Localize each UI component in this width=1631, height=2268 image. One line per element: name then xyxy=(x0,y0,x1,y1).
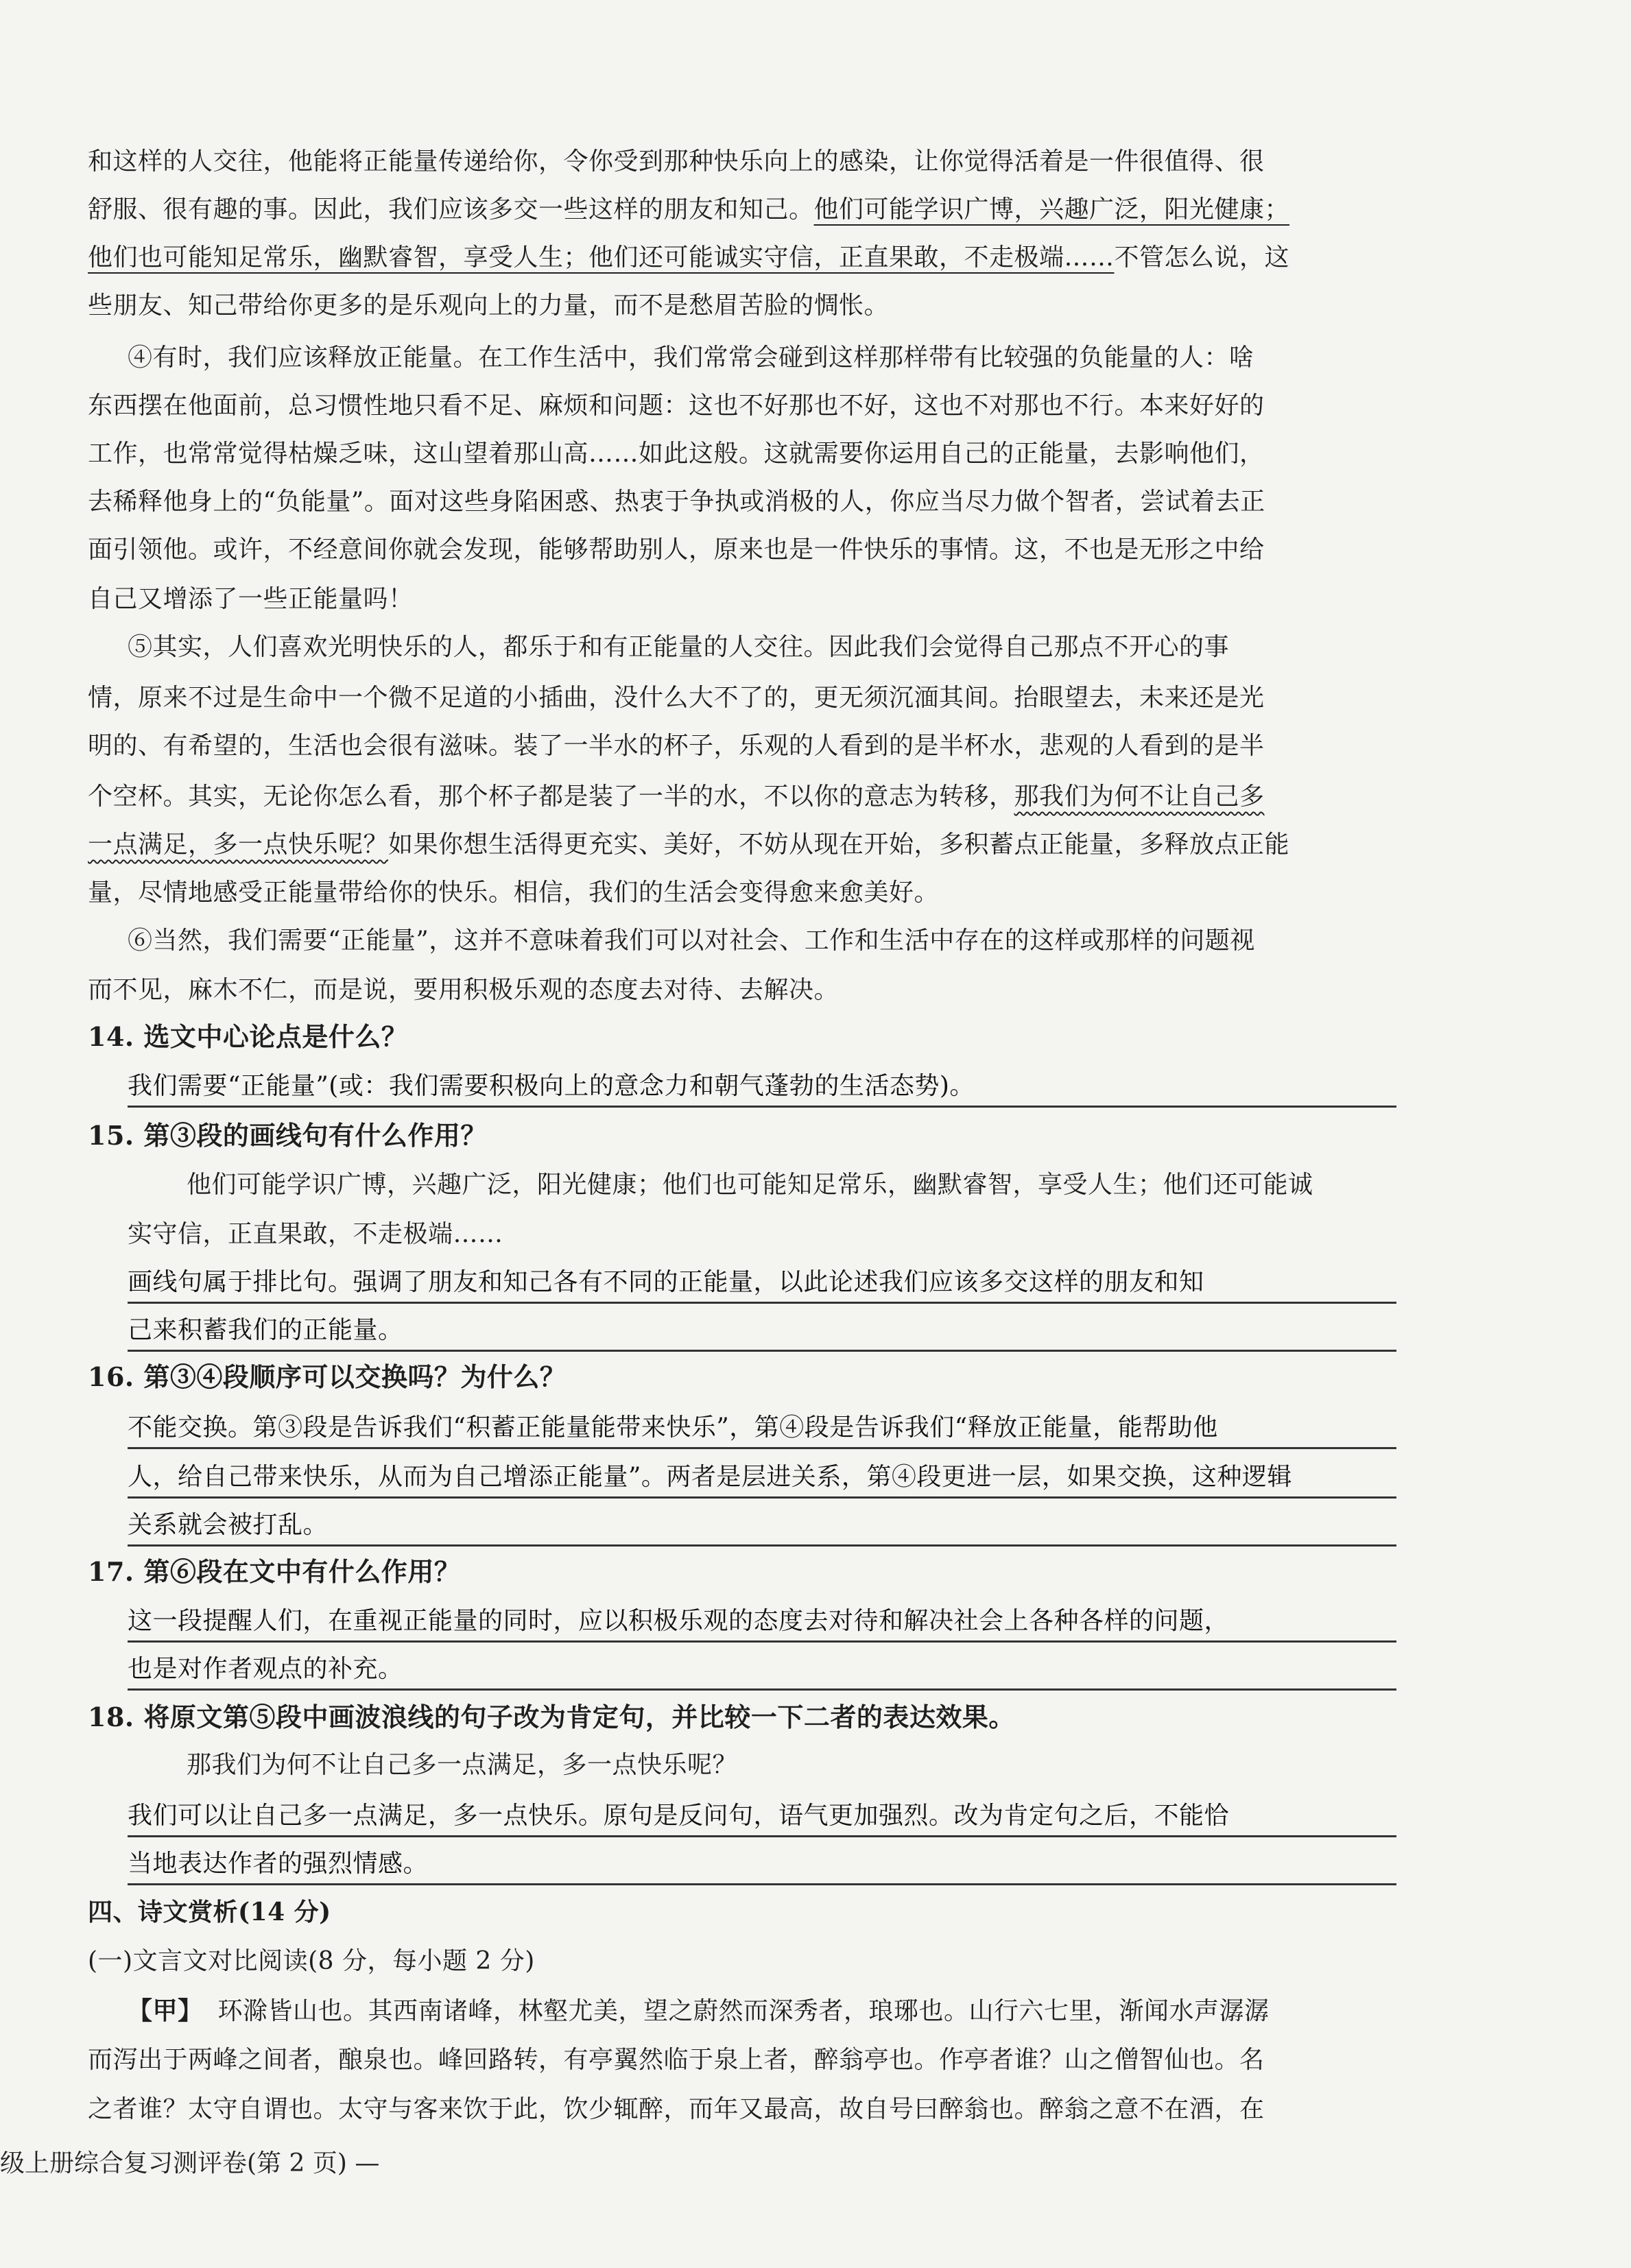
q16-question: 16. 第③④段顺序可以交换吗？为什么？ xyxy=(88,1361,567,1392)
q17-answer-rule-1 xyxy=(128,1640,1396,1643)
p5-line-5-text: 如果你想生活得更充实、美好，不妨从现在开始，多积蓄点正能量，多释放点正能 xyxy=(388,831,1290,859)
q17-answer-line-2: 也是对作者观点的补充。 xyxy=(128,1655,403,1683)
q14-answer: 我们需要“正能量”(或：我们需要积极向上的意念力和朝气蓬勃的生活态势)。 xyxy=(128,1072,975,1100)
q16-answer-rule-3 xyxy=(128,1544,1396,1547)
p3-line-3 xyxy=(88,239,1289,277)
q18-quote: 那我们为何不让自己多一点满足，多一点快乐呢？ xyxy=(187,1751,738,1779)
q15-answer-rule-1 xyxy=(128,1302,1396,1304)
p4-line-4: 去稀释他身上的“负能量”。面对这些身陷困惑、热衷于争执或消极的人，你应当尽力做个智者，尝试着去正 xyxy=(88,488,1265,516)
q15-answer-line-1: 画线句属于排比句。强调了朋友和知己各有不同的正能量，以此论述我们应该多交这样的朋友和知 xyxy=(128,1268,1204,1296)
q14-answer-rule xyxy=(128,1106,1396,1108)
p4-line-6: 自己又增添了一些正能量吗！ xyxy=(88,585,414,613)
q17-question: 17. 第⑥段在文中有什么作用？ xyxy=(88,1556,461,1587)
jia-tag: 【甲】 xyxy=(128,1996,203,2025)
jia-line-1-text: 环滁皆山也。其西南诸峰，林壑尤美，望之蔚然而深秀者，琅琊也。山行六七里，渐闻水声潺潺 xyxy=(217,1997,1270,2025)
p5-line-1: ⑤其实，人们喜欢光明快乐的人，都乐于和有正能量的人交往。因此我们会觉得自己那点不开心的事 xyxy=(128,633,1230,661)
p3-underlined-2: 他们也可能知足常乐，幽默睿智，享受人生；他们还可能诚实守信，正直果敢，不走极端…… xyxy=(88,243,1115,272)
q16-answer-rule-2 xyxy=(128,1496,1396,1499)
p4-line-3: 工作，也常常觉得枯燥乏味，这山望着那山高……如此这般。这就需要你运用自己的正能量，去影响他们， xyxy=(88,440,1265,468)
p3-line-2 xyxy=(88,191,1289,229)
q16-answer-line-2: 人，给自己带来快乐，从而为自己增添正能量”。两者是层进关系，第④段更进一层，如果交换，这种逻辑 xyxy=(128,1463,1292,1491)
q16-answer-line-1: 不能交换。第③段是告诉我们“积蓄正能量能带来快乐”，第④段是告诉我们“释放正能量，能帮助他 xyxy=(128,1413,1218,1442)
q16-answer-line-3: 关系就会被打乱。 xyxy=(128,1511,329,1539)
p5-line-6: 量，尽情地感受正能量带给你的快乐。相信，我们的生活会变得愈来愈美好。 xyxy=(88,879,940,907)
p5-line-4-text: 个空杯。其实，无论你怎么看，那个杯子都是装了一半的水，不以你的意志为转移， xyxy=(88,783,1014,811)
p3-line-3-text: 不管怎么说，这 xyxy=(1114,243,1290,272)
q18-answer-rule-2 xyxy=(128,1883,1396,1885)
p5-line-4 xyxy=(88,778,1265,816)
p5-line-5 xyxy=(88,826,1289,864)
q17-answer-rule-2 xyxy=(128,1688,1396,1691)
p5-wavy-2: 一点满足，多一点快乐呢？ xyxy=(88,831,389,859)
p4-line-5: 面引领他。或许，不经意间你就会发现，能够帮助别人，原来也是一件快乐的事情。这，不也是无形之中给 xyxy=(88,536,1265,564)
q15-answer-rule-2 xyxy=(128,1350,1396,1352)
q17-answer-line-1: 这一段提醒人们，在重视正能量的同时，应以积极乐观的态度去对待和解决社会上各种各样的问题， xyxy=(128,1607,1230,1635)
p4-line-2: 东西摆在他面前，总习惯性地只看不足、麻烦和问题：这也不好那也不好，这也不对那也不行。本来好好的 xyxy=(88,392,1265,420)
section-4-title: 四、诗文赏析(14 分) xyxy=(88,1898,331,1926)
q18-answer-line-1: 我们可以让自己多一点满足，多一点快乐。原句是反问句，语气更加强烈。改为肯定句之后，不能恰 xyxy=(128,1802,1230,1830)
section-4-subtitle: (一)文言文对比阅读(8 分，每小题 2 分) xyxy=(88,1947,535,1975)
q18-answer-rule-1 xyxy=(128,1835,1396,1837)
p6-line-1: ⑥当然，我们需要“正能量”，这并不意味着我们可以对社会、工作和生活中存在的这样或那样的问题视 xyxy=(128,927,1255,955)
q15-question: 15. 第③段的画线句有什么作用？ xyxy=(88,1120,487,1151)
jia-line-3: 之者谁？太守自谓也。太守与客来饮于此，饮少辄醉，而年又最高，故自号曰醉翁也。醉翁之意不在酒，在 xyxy=(88,2095,1265,2123)
q15-quote-line-1: 他们可能学识广博，兴趣广泛，阳光健康；他们也可能知足常乐，幽默睿智，享受人生；他们还可能诚 xyxy=(187,1171,1313,1199)
p5-line-2: 情，原来不过是生命中一个微不足道的小插曲，没什么大不了的，更无须沉湎其间。抬眼望去，未来还是光 xyxy=(88,684,1265,712)
q14-question: 14. 选文中心论点是什么？ xyxy=(88,1021,408,1052)
p3-line-2-text: 舒服、很有趣的事。因此，我们应该多交一些这样的朋友和知己。 xyxy=(88,195,814,224)
p5-line-3: 明的、有希望的，生活也会很有滋味。装了一半水的杯子，乐观的人看到的是半杯水，悲观的人看到的是半 xyxy=(88,732,1265,760)
page-footer: 级上册综合复习测评卷(第 2 页) — xyxy=(0,2149,380,2177)
p5-wavy-1: 那我们为何不让自己多 xyxy=(1014,783,1265,811)
p3-line-4: 些朋友、知己带给你更多的是乐观向上的力量，而不是愁眉苦脸的惆怅。 xyxy=(88,291,890,320)
jia-line-2: 而泻出于两峰之间者，酿泉也。峰回路转，有亭翼然临于泉上者，醉翁亭也。作亭者谁？山之僧智仙也。名 xyxy=(88,2046,1265,2074)
q18-answer-line-2: 当地表达作者的强烈情感。 xyxy=(128,1850,429,1878)
p6-line-2: 而不见，麻木不仁，而是说，要用积极乐观的态度去对待、去解决。 xyxy=(88,976,840,1004)
jia-line-1 xyxy=(128,1992,1270,2030)
p4-line-1: ④有时，我们应该释放正能量。在工作生活中，我们常常会碰到这样那样带有比较强的负能量的人：啥 xyxy=(128,344,1254,372)
p3-line-1: 和这样的人交往，他能将正能量传递给你，令你受到那种快乐向上的感染，让你觉得活着是一件很值得、很 xyxy=(88,147,1265,176)
p3-underlined-1: 他们可能学识广博，兴趣广泛，阳光健康； xyxy=(813,195,1290,224)
q15-answer-line-2: 己来积蓄我们的正能量。 xyxy=(128,1316,403,1344)
q15-quote-line-2: 实守信，正直果敢，不走极端…… xyxy=(128,1220,503,1248)
q16-answer-rule-1 xyxy=(128,1447,1396,1449)
q18-question: 18. 将原文第⑤段中画波浪线的句子改为肯定句，并比较一下二者的表达效果。 xyxy=(88,1702,1015,1732)
